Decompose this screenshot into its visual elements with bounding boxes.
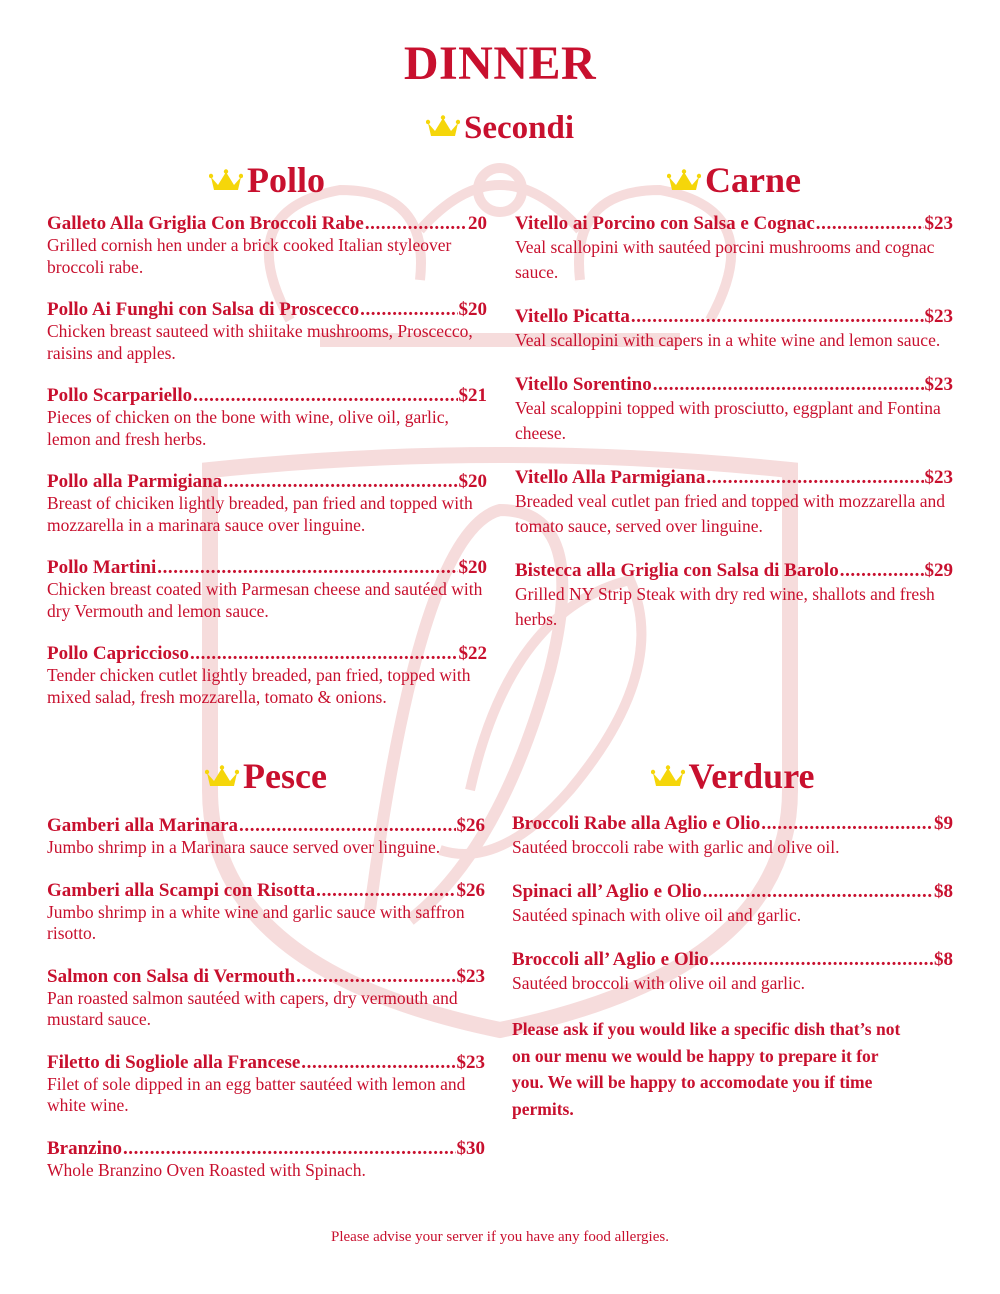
carne-heading: [515, 158, 953, 202]
dish-description: Sautéed spinach with olive oil and garlic.: [512, 905, 802, 925]
dish-name: Bistecca alla Griglia con Salsa di Barolo: [515, 560, 839, 581]
menu-item: [515, 212, 953, 285]
dish-price: $20: [458, 557, 487, 578]
dot-leader: [653, 373, 924, 396]
menu-item: [515, 305, 953, 353]
dish-description: Pan roasted salmon sautéed with capers, dry vermouth and mustard sauce.: [47, 987, 458, 1029]
dish-name: Spinaci all’ Aglio e Olio: [512, 881, 702, 902]
menu-item-header: [47, 470, 487, 493]
menu-item-header: [47, 212, 487, 235]
dish-price: $20: [458, 471, 487, 492]
pesce-heading: [47, 754, 485, 798]
dot-leader: [193, 384, 457, 407]
dot-leader: [190, 642, 458, 665]
dot-leader: [840, 559, 924, 582]
menu-item-header: [47, 642, 487, 665]
dot-leader: [365, 212, 467, 235]
dish-name: Galleto Alla Griglia Con Broccoli Rabe: [47, 213, 364, 234]
dish-price: $23: [924, 374, 953, 395]
dish-name: Vitello Sorentino: [515, 374, 652, 395]
menu-item: [47, 642, 487, 708]
dish-name: Filetto di Sogliole alla Francese: [47, 1051, 301, 1073]
dish-price: $21: [458, 385, 487, 406]
dish-description: Sautéed broccoli rabe with garlic and olive oil.: [512, 837, 840, 857]
dot-leader: [761, 812, 933, 835]
menu-item-header: [515, 466, 953, 489]
menu-item-header: [47, 814, 485, 837]
dish-description: Grilled NY Strip Steak with dry red wine, shallots and fresh herbs.: [515, 584, 935, 629]
carne-title: Carne: [705, 160, 801, 200]
menu-item-header: [47, 556, 487, 579]
dish-price: $8: [934, 949, 953, 970]
menu-item: [47, 298, 487, 364]
dish-name: Vitello Alla Parmigiana: [515, 467, 706, 488]
menu-item: [47, 814, 485, 859]
crown-icon: [667, 169, 701, 193]
verdure-title: Verdure: [688, 756, 815, 796]
dish-price: $29: [924, 560, 953, 581]
dot-leader: [816, 212, 924, 235]
dish-name: Pollo Martini: [47, 557, 157, 578]
dish-name: Broccoli Rabe alla Aglio e Olio: [512, 813, 761, 834]
crown-icon: [205, 765, 239, 789]
menu-item: [512, 880, 953, 928]
dish-name: Vitello ai Porcino con Salsa e Cognac: [515, 213, 815, 234]
section-subtitle: [0, 110, 1000, 147]
dish-description: Tender chicken cutlet lightly breaded, pan fried, topped with mixed salad, fresh mozzarella, tomato & onions.: [47, 665, 471, 707]
dish-name: Pollo Ai Funghi con Salsa di Proscecco: [47, 299, 360, 320]
pollo-section: [47, 158, 487, 728]
menu-item: [512, 948, 953, 996]
dish-price: $23: [456, 1051, 485, 1073]
dish-price: $8: [934, 881, 953, 902]
menu-item-header: [512, 948, 953, 971]
dot-leader: [301, 1051, 455, 1074]
crown-icon: [209, 169, 243, 193]
dish-price: $22: [458, 643, 487, 664]
dish-price: $23: [456, 965, 485, 987]
menu-item: [515, 373, 953, 446]
dish-description: Jumbo shrimp in a Marinara sauce served over linguine.: [47, 837, 441, 857]
dish-description: Grilled cornish hen under a brick cooked Italian styleover broccoli rabe.: [47, 235, 452, 277]
dish-name: Gamberi alla Marinara: [47, 815, 239, 836]
dish-name: Pollo Scarpariello: [47, 385, 193, 406]
dot-leader: [703, 880, 933, 903]
dot-leader: [239, 814, 455, 837]
menu-item-header: [47, 965, 485, 988]
dot-leader: [710, 948, 933, 971]
dish-price: $20: [458, 299, 487, 320]
dot-leader: [223, 470, 457, 493]
pollo-heading: [47, 158, 487, 202]
dish-description: Pieces of chicken on the bone with wine, olive oil, garlic, lemon and fresh herbs.: [47, 407, 449, 449]
dish-name: Broccoli all’ Aglio e Olio: [512, 949, 709, 970]
menu-item-header: [47, 298, 487, 321]
menu-item: [47, 470, 487, 536]
dish-description: Chicken breast coated with Parmesan cheese and sautéed with dry Vermouth and lemon sauce.: [47, 579, 483, 621]
menu-item-header: [512, 812, 953, 835]
menu-item-header: [515, 212, 953, 235]
dot-leader: [360, 298, 457, 321]
dish-price: $9: [934, 813, 953, 834]
pesce-section: [47, 754, 485, 1201]
dish-description: Veal scallopini with capers in a white wine and lemon sauce.: [515, 330, 941, 350]
menu-item-header: [47, 1137, 485, 1160]
menu-item: [512, 812, 953, 860]
menu-item-header: [47, 1051, 485, 1074]
menu-item: [47, 879, 485, 945]
menu-item-header: [512, 880, 953, 903]
dot-leader: [123, 1137, 456, 1160]
subtitle-text: Secondi: [463, 110, 575, 146]
crown-icon: [651, 765, 685, 789]
dish-description: Chicken breast sauteed with shiitake mushrooms, Proscecco, raisins and apples.: [47, 321, 473, 363]
menu-item: [515, 466, 953, 539]
dish-description: Veal scallopini with sautéed porcini mushrooms and cognac sauce.: [515, 237, 935, 282]
menu-title: DINNER: [403, 37, 597, 90]
dish-price: $23: [924, 467, 953, 488]
dish-price: $23: [924, 213, 953, 234]
dish-name: Gamberi alla Scampi con Risotta: [47, 879, 316, 901]
dish-description: Whole Branzino Oven Roasted with Spinach.: [47, 1159, 366, 1180]
menu-item: [47, 1137, 485, 1182]
dot-leader: [706, 466, 923, 489]
dish-description: Breaded veal cutlet pan fried and topped with mozzarella and tomato sauce, served over linguine.: [515, 491, 946, 536]
carne-section: [515, 158, 953, 652]
dish-name: Pollo Capriccioso: [47, 643, 189, 664]
dish-description: Veal scaloppini topped with prosciutto, eggplant and Fontina cheese.: [515, 398, 941, 443]
pollo-title: Pollo: [247, 160, 325, 200]
dish-price: $30: [456, 1137, 485, 1159]
menu-item: [47, 384, 487, 450]
menu-item: [47, 965, 485, 1031]
menu-item-header: [47, 384, 487, 407]
dish-price: $23: [924, 306, 953, 327]
allergy-notice: Please advise your server if you have any food allergies.: [331, 1229, 669, 1245]
dish-description: Jumbo shrimp in a white wine and garlic sauce with saffron risotto.: [47, 901, 465, 943]
dot-leader: [316, 879, 455, 902]
special-request-note: Please ask if you would like a specific dish that’s not on our menu we would be happy to prepare it for you. We will be happy to accomodate you if time permits.: [512, 1019, 901, 1119]
dish-price: 20: [468, 213, 487, 234]
dish-name: Branzino: [47, 1137, 122, 1159]
menu-item: [47, 212, 487, 278]
crown-icon: [426, 115, 460, 139]
pesce-title: Pesce: [243, 756, 327, 796]
menu-item-header: [515, 373, 953, 396]
verdure-section: [512, 754, 953, 1122]
menu-item: [515, 559, 953, 632]
menu-item-header: [515, 305, 953, 328]
dot-leader: [631, 305, 924, 328]
menu-item-header: [515, 559, 953, 582]
menu-item: [47, 1051, 485, 1117]
dish-description: Sautéed broccoli with olive oil and garlic.: [512, 973, 806, 993]
dot-leader: [157, 556, 457, 579]
menu-item: [47, 556, 487, 622]
dish-description: Filet of sole dipped in an egg batter sautéed with lemon and white wine.: [47, 1073, 466, 1115]
dot-leader: [296, 965, 455, 988]
dish-price: $26: [456, 879, 485, 901]
dish-description: Breast of chiciken lightly breaded, pan fried and topped with mozzarella in a marinara sauce over linguine.: [47, 493, 473, 535]
verdure-heading: [512, 754, 953, 798]
menu-item-header: [47, 879, 485, 902]
dish-name: Pollo alla Parmigiana: [47, 471, 223, 492]
dish-name: Vitello Picatta: [515, 306, 630, 327]
dish-name: Salmon con Salsa di Vermouth: [47, 965, 296, 987]
dish-price: $26: [456, 815, 485, 836]
